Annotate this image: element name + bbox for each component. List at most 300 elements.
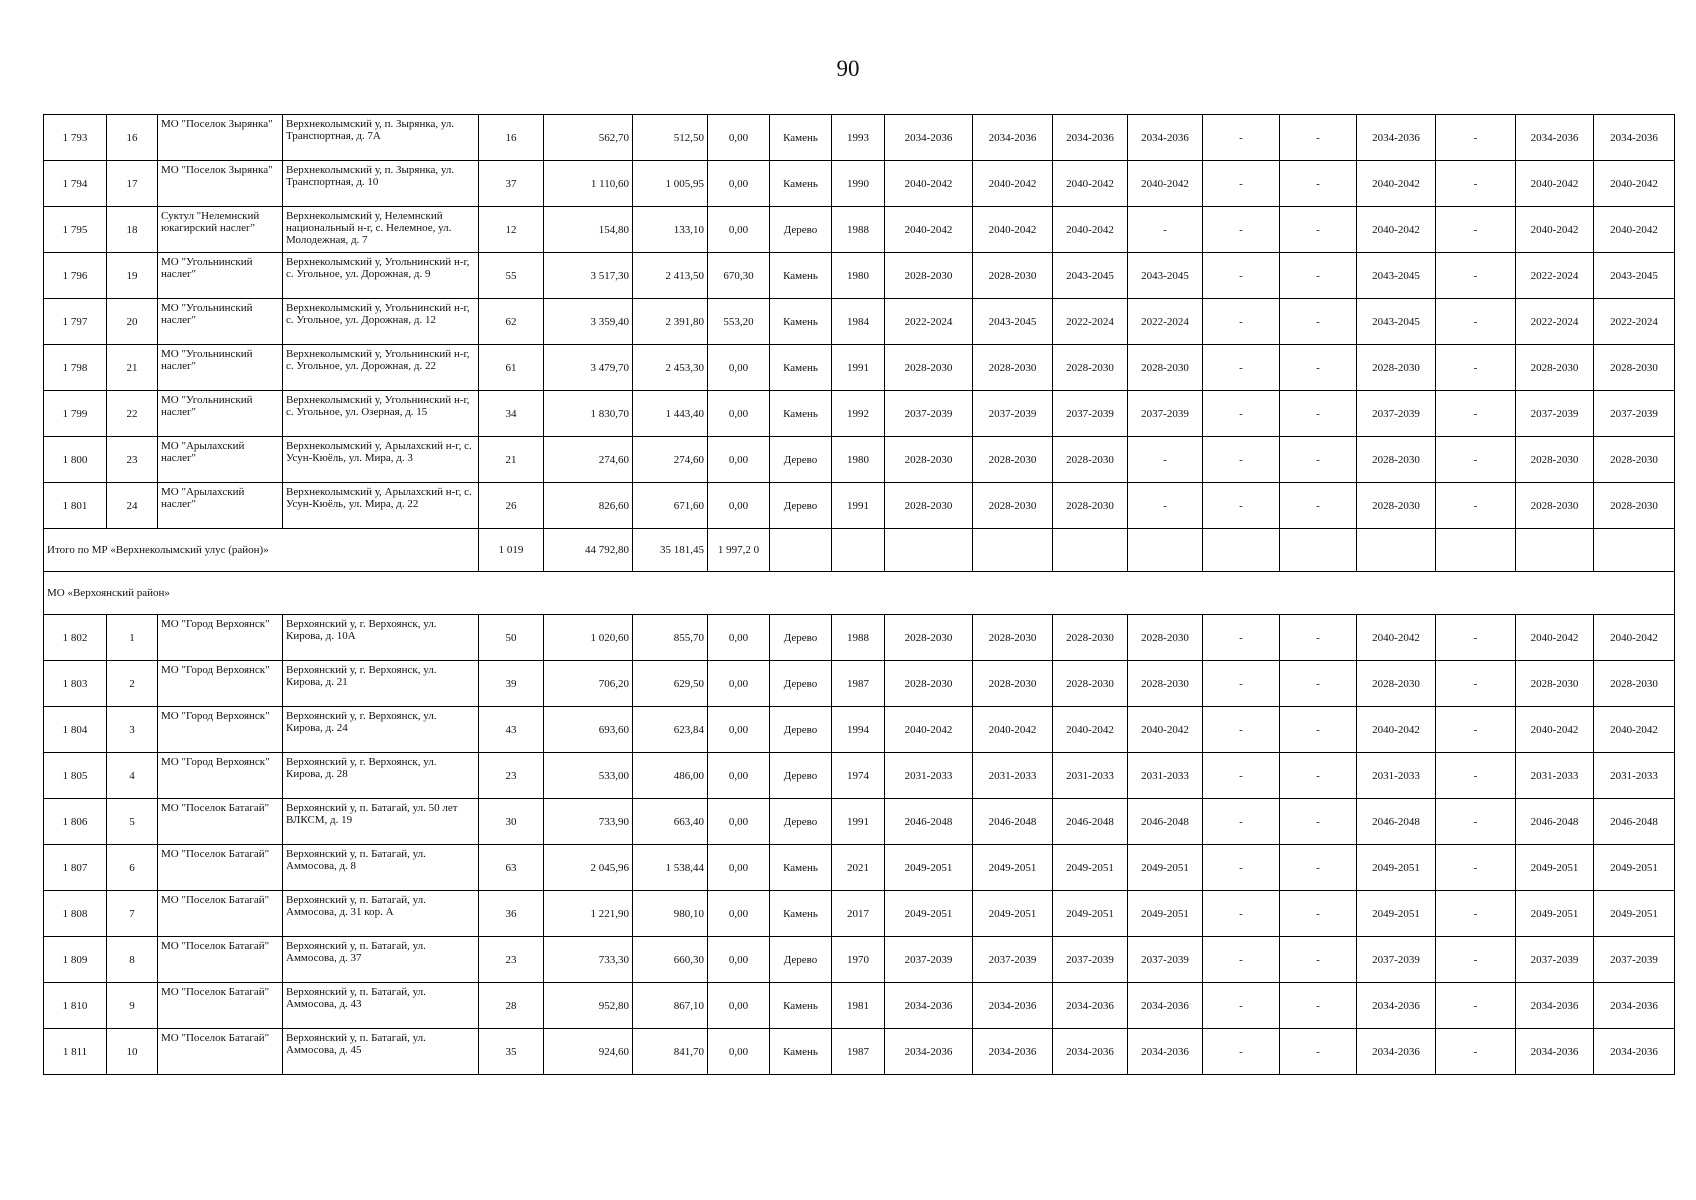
- address: Верхнеколымский у, п. Зырянка, ул. Транспортная, д. 7А: [286, 117, 455, 142]
- living-area-cell: [633, 161, 708, 207]
- municipality-cell: [158, 983, 283, 1029]
- repair-period-8: -: [1473, 953, 1478, 966]
- total-area: 924,60: [598, 1045, 629, 1058]
- living-area-cell: [633, 253, 708, 299]
- repair-period-9: 2034-2036: [1530, 131, 1579, 144]
- wall-material: Камень: [783, 131, 818, 144]
- year-built-cell: [832, 115, 885, 161]
- living-area-cell: [633, 207, 708, 253]
- repair-period-6-cell: [1280, 661, 1357, 707]
- repair-period-1: 2028-2030: [904, 453, 953, 466]
- empty-cell: [973, 529, 1053, 572]
- wall-material-cell: [770, 707, 832, 753]
- repair-period-9: 2034-2036: [1530, 999, 1579, 1012]
- row-number-cell: [44, 115, 107, 161]
- repair-period-7: 2040-2042: [1372, 177, 1420, 190]
- table-row: [44, 615, 1675, 661]
- repair-period-2: 2034-2036: [988, 1045, 1037, 1058]
- repair-period-2-cell: [973, 483, 1053, 529]
- row-number: 1 801: [62, 499, 88, 512]
- repair-period-6-cell: [1280, 799, 1357, 845]
- repair-period-8: -: [1473, 723, 1478, 736]
- living-area: 1 443,40: [665, 407, 704, 420]
- repair-period-4: 2028-2030: [1141, 631, 1189, 644]
- row-number-cell: [44, 799, 107, 845]
- repair-period-5-cell: [1203, 983, 1280, 1029]
- repair-period-5-cell: [1203, 937, 1280, 983]
- repair-period-10-cell: [1594, 207, 1675, 253]
- nonresidential-area-cell: [708, 345, 770, 391]
- empty-cell: [1280, 529, 1357, 572]
- repair-period-10-cell: [1594, 391, 1675, 437]
- empty-cell: [832, 529, 885, 572]
- living-area: 660,30: [673, 953, 704, 966]
- repair-period-7-cell: [1357, 707, 1436, 753]
- repair-period-6-cell: [1280, 753, 1357, 799]
- row-number: 1 800: [62, 453, 88, 466]
- repair-period-9-cell: [1516, 983, 1594, 1029]
- repair-period-4-cell: [1128, 161, 1203, 207]
- year-built-cell: [832, 753, 885, 799]
- repair-period-3: 2034-2036: [1066, 1045, 1114, 1058]
- wall-material-cell: [770, 207, 832, 253]
- apartments-count-cell: [479, 483, 544, 529]
- municipality-cell: [158, 115, 283, 161]
- living-area-cell: [633, 1029, 708, 1075]
- repair-period-6-cell: [1280, 161, 1357, 207]
- repair-period-4: 2040-2042: [1141, 177, 1189, 190]
- local-number-cell: [107, 753, 158, 799]
- repair-period-2: 2028-2030: [988, 269, 1037, 282]
- repair-period-8: -: [1473, 677, 1478, 690]
- apartments-count: 12: [505, 223, 517, 236]
- repair-period-5-cell: [1203, 345, 1280, 391]
- repair-period-8-cell: [1436, 391, 1516, 437]
- total-area-cell: [544, 753, 633, 799]
- repair-period-8: -: [1473, 407, 1478, 420]
- repair-period-4: 2049-2051: [1141, 861, 1189, 874]
- repair-period-5: -: [1239, 999, 1243, 1012]
- local-number: 20: [126, 315, 138, 328]
- repair-period-6-cell: [1280, 207, 1357, 253]
- wall-material: Дерево: [783, 499, 818, 512]
- repair-period-3-cell: [1053, 983, 1128, 1029]
- repair-period-10: 2028-2030: [1610, 453, 1658, 466]
- apartments-count: 39: [505, 677, 517, 690]
- table-row: [44, 1029, 1675, 1075]
- wall-material: Камень: [783, 269, 818, 282]
- district-header-row: [44, 572, 1675, 615]
- table-row: [44, 207, 1675, 253]
- nonresidential-area: 0,00: [728, 999, 749, 1012]
- wall-material-cell: [770, 615, 832, 661]
- local-number-cell: [107, 615, 158, 661]
- apartments-count: 23: [505, 769, 517, 782]
- address-cell: [283, 799, 479, 845]
- local-number-cell: [107, 253, 158, 299]
- nonresidential-area-cell: [708, 707, 770, 753]
- repair-period-1-cell: [885, 753, 973, 799]
- repair-period-1: 2037-2039: [904, 407, 953, 420]
- year-built-cell: [832, 207, 885, 253]
- repair-period-4: 2028-2030: [1141, 361, 1189, 374]
- repair-period-7-cell: [1357, 1029, 1436, 1075]
- total-area-cell: [544, 483, 633, 529]
- total-area-cell: [544, 615, 633, 661]
- year-built: 1984: [847, 315, 869, 328]
- repair-period-9-cell: [1516, 115, 1594, 161]
- year-built-cell: [832, 937, 885, 983]
- municipality: МО "Поселок Батагай": [161, 1031, 270, 1044]
- local-number: 17: [126, 177, 138, 190]
- nonresidential-area: 0,00: [728, 723, 749, 736]
- repair-period-2: 2040-2042: [988, 177, 1037, 190]
- repair-period-1-cell: [885, 661, 973, 707]
- local-number-cell: [107, 483, 158, 529]
- wall-material: Камень: [783, 861, 818, 874]
- local-number-cell: [107, 707, 158, 753]
- repair-period-10: 2028-2030: [1610, 499, 1658, 512]
- repair-period-5: -: [1239, 815, 1243, 828]
- wall-material: Дерево: [783, 677, 818, 690]
- repair-period-10: 2040-2042: [1610, 223, 1658, 236]
- repair-period-1: 2037-2039: [904, 953, 953, 966]
- repair-period-9: 2040-2042: [1530, 177, 1579, 190]
- repair-period-5-cell: [1203, 253, 1280, 299]
- repair-period-4: 2031-2033: [1141, 769, 1189, 782]
- apartments-count-cell: [479, 207, 544, 253]
- repair-period-8-cell: [1436, 661, 1516, 707]
- repair-period-2-cell: [973, 845, 1053, 891]
- municipality: МО "Поселок Батагай": [161, 985, 270, 998]
- repair-period-1-cell: [885, 115, 973, 161]
- nonresidential-area-cell: [708, 891, 770, 937]
- address-cell: [283, 483, 479, 529]
- year-built-cell: [832, 615, 885, 661]
- repair-period-7: 2028-2030: [1372, 499, 1420, 512]
- repair-period-10: 2049-2051: [1610, 907, 1658, 920]
- apartments-count-cell: [479, 937, 544, 983]
- repair-period-5-cell: [1203, 661, 1280, 707]
- apartments-count-cell: [479, 799, 544, 845]
- local-number: 1: [129, 631, 135, 644]
- table-row: [44, 983, 1675, 1029]
- repair-period-4-cell: [1128, 891, 1203, 937]
- repair-period-1-cell: [885, 391, 973, 437]
- living-area: 623,84: [673, 723, 704, 736]
- apartments-count: 23: [505, 953, 517, 966]
- municipality-cell: [158, 483, 283, 529]
- address-cell: [283, 661, 479, 707]
- repair-period-7-cell: [1357, 115, 1436, 161]
- apartments-count: 21: [505, 453, 517, 466]
- repair-period-8: -: [1473, 999, 1478, 1012]
- repair-period-7-cell: [1357, 483, 1436, 529]
- repair-period-6: -: [1316, 815, 1320, 828]
- living-area-cell: [633, 707, 708, 753]
- living-area-cell: [633, 615, 708, 661]
- address-cell: [283, 253, 479, 299]
- repair-period-8-cell: [1436, 253, 1516, 299]
- repair-period-1-cell: [885, 437, 973, 483]
- nonresidential-area-cell: [708, 753, 770, 799]
- address-cell: [283, 391, 479, 437]
- nonresidential-area-cell: [708, 207, 770, 253]
- address: Верхоянский у, г. Верхоянск, ул. Кирова, д. 21: [286, 663, 437, 688]
- total-area-cell: [544, 437, 633, 483]
- nonresidential-area-cell: [708, 391, 770, 437]
- repair-period-3-cell: [1053, 437, 1128, 483]
- row-number-cell: [44, 161, 107, 207]
- repair-period-6: -: [1316, 953, 1320, 966]
- municipality: Суктул "Нелемнский юкагирский наслег": [161, 209, 260, 234]
- repair-period-7-cell: [1357, 391, 1436, 437]
- wall-material-cell: [770, 845, 832, 891]
- repair-period-1-cell: [885, 799, 973, 845]
- repair-period-9-cell: [1516, 1029, 1594, 1075]
- address: Верхнеколымский у, Угольнинский н-г, с. Угольное, ул. Озерная, д. 15: [286, 393, 470, 418]
- apartments-count-cell: [479, 1029, 544, 1075]
- repair-period-2: 2037-2039: [988, 407, 1037, 420]
- repair-period-4: 2022-2024: [1141, 315, 1189, 328]
- row-number-cell: [44, 253, 107, 299]
- total-nonresidential-area: 1 997,2 0: [708, 529, 770, 572]
- repair-period-10: 2034-2036: [1610, 131, 1658, 144]
- year-built-cell: [832, 299, 885, 345]
- repair-period-6-cell: [1280, 1029, 1357, 1075]
- municipality-cell: [158, 707, 283, 753]
- repair-period-4: -: [1163, 223, 1167, 236]
- municipality: МО "Город Верхоянск": [161, 617, 270, 630]
- repair-period-6: -: [1316, 499, 1320, 512]
- municipality: МО "Угольнинский наслег": [161, 393, 253, 418]
- repair-period-5: -: [1239, 315, 1243, 328]
- repair-period-7-cell: [1357, 983, 1436, 1029]
- year-built: 1980: [847, 269, 869, 282]
- repair-period-10-cell: [1594, 161, 1675, 207]
- table-row: [44, 391, 1675, 437]
- local-number: 8: [129, 953, 135, 966]
- wall-material-cell: [770, 253, 832, 299]
- repair-period-10-cell: [1594, 115, 1675, 161]
- repair-period-3: 2028-2030: [1066, 453, 1114, 466]
- repair-period-7: 2034-2036: [1372, 131, 1420, 144]
- repair-period-2-cell: [973, 937, 1053, 983]
- row-number: 1 802: [62, 631, 88, 644]
- year-built-cell: [832, 891, 885, 937]
- row-number-cell: [44, 437, 107, 483]
- repair-period-6: -: [1316, 631, 1320, 644]
- municipality: МО "Город Верхоянск": [161, 755, 270, 768]
- wall-material-cell: [770, 753, 832, 799]
- wall-material: Камень: [783, 1045, 818, 1058]
- repair-period-7: 2028-2030: [1372, 453, 1420, 466]
- repair-period-2: 2031-2033: [988, 769, 1037, 782]
- address: Верхнеколымский у, Угольнинский н-г, с. Угольное, ул. Дорожная, д. 12: [286, 301, 470, 326]
- repair-period-2-cell: [973, 299, 1053, 345]
- total-area-cell: [544, 345, 633, 391]
- nonresidential-area-cell: [708, 661, 770, 707]
- repair-period-6: -: [1316, 769, 1320, 782]
- local-number: 2: [129, 677, 135, 690]
- municipality-cell: [158, 299, 283, 345]
- row-number-cell: [44, 753, 107, 799]
- repair-period-9-cell: [1516, 345, 1594, 391]
- address-cell: [283, 845, 479, 891]
- repair-period-8: -: [1473, 361, 1478, 374]
- table-row: [44, 845, 1675, 891]
- total-area: 3 359,40: [590, 315, 629, 328]
- repair-period-4: 2034-2036: [1141, 131, 1189, 144]
- repair-period-5: -: [1239, 769, 1243, 782]
- repair-period-1: 2040-2042: [904, 177, 953, 190]
- repair-period-6-cell: [1280, 115, 1357, 161]
- repair-period-8-cell: [1436, 115, 1516, 161]
- repair-period-3: 2028-2030: [1066, 677, 1114, 690]
- nonresidential-area: 0,00: [728, 861, 749, 874]
- repair-period-6: -: [1316, 1045, 1320, 1058]
- repair-period-3-cell: [1053, 115, 1128, 161]
- repair-period-7: 2028-2030: [1372, 361, 1420, 374]
- repair-period-7-cell: [1357, 845, 1436, 891]
- living-area: 2 453,30: [665, 361, 704, 374]
- repair-period-1: 2028-2030: [904, 631, 953, 644]
- row-number: 1 793: [62, 131, 88, 144]
- total-area: 1 110,60: [590, 177, 629, 190]
- repair-period-7: 2037-2039: [1372, 953, 1420, 966]
- repair-period-9: 2040-2042: [1530, 631, 1579, 644]
- wall-material-cell: [770, 161, 832, 207]
- apartments-count: 16: [505, 131, 517, 144]
- repair-period-3-cell: [1053, 661, 1128, 707]
- repair-period-9-cell: [1516, 207, 1594, 253]
- wall-material-cell: [770, 937, 832, 983]
- address: Верхнеколымский у, Нелемнский национальный н-г, с. Нелемное, ул. Молодежная, д. 7: [286, 209, 452, 246]
- repair-period-8-cell: [1436, 299, 1516, 345]
- local-number-cell: [107, 391, 158, 437]
- repair-period-7-cell: [1357, 891, 1436, 937]
- repair-period-9: 2028-2030: [1530, 453, 1579, 466]
- repair-period-6: -: [1316, 723, 1320, 736]
- repair-period-6: -: [1316, 407, 1320, 420]
- living-area: 980,10: [673, 907, 704, 920]
- repair-period-9-cell: [1516, 891, 1594, 937]
- apartments-count: 26: [505, 499, 517, 512]
- repair-period-10: 2040-2042: [1610, 723, 1658, 736]
- apartments-count-cell: [479, 161, 544, 207]
- municipality: МО "Угольнинский наслег": [161, 255, 253, 280]
- living-area-cell: [633, 299, 708, 345]
- repair-period-1-cell: [885, 1029, 973, 1075]
- table-row: [44, 707, 1675, 753]
- living-area-cell: [633, 983, 708, 1029]
- repair-period-2-cell: [973, 345, 1053, 391]
- verkhoyansky-rows: [44, 615, 1675, 1075]
- housing-registry-table: [43, 114, 1675, 1075]
- municipality: МО "Поселок Батагай": [161, 847, 270, 860]
- repair-period-8: -: [1473, 131, 1478, 144]
- repair-period-7: 2043-2045: [1372, 315, 1420, 328]
- repair-period-1-cell: [885, 161, 973, 207]
- repair-period-7: 2028-2030: [1372, 677, 1420, 690]
- repair-period-4-cell: [1128, 391, 1203, 437]
- district-header: МО «Верхоянский район»: [44, 572, 1675, 615]
- repair-period-9: 2037-2039: [1530, 953, 1579, 966]
- repair-period-3-cell: [1053, 207, 1128, 253]
- repair-period-4-cell: [1128, 345, 1203, 391]
- repair-period-4-cell: [1128, 299, 1203, 345]
- municipality-cell: [158, 161, 283, 207]
- living-area: 671,60: [673, 499, 704, 512]
- repair-period-4-cell: [1128, 937, 1203, 983]
- repair-period-10-cell: [1594, 983, 1675, 1029]
- repair-period-3: 2028-2030: [1066, 631, 1114, 644]
- municipality: МО "Город Верхоянск": [161, 663, 270, 676]
- total-area: 952,80: [598, 999, 629, 1012]
- repair-period-8-cell: [1436, 983, 1516, 1029]
- repair-period-3: 2040-2042: [1066, 223, 1114, 236]
- repair-period-1-cell: [885, 207, 973, 253]
- repair-period-6: -: [1316, 177, 1320, 190]
- repair-period-7-cell: [1357, 161, 1436, 207]
- table-row: [44, 799, 1675, 845]
- empty-cell: [1436, 529, 1516, 572]
- empty-cell: [1516, 529, 1594, 572]
- row-number-cell: [44, 615, 107, 661]
- repair-period-4: 2040-2042: [1141, 723, 1189, 736]
- local-number-cell: [107, 299, 158, 345]
- repair-period-6-cell: [1280, 437, 1357, 483]
- repair-period-5-cell: [1203, 891, 1280, 937]
- repair-period-5-cell: [1203, 483, 1280, 529]
- repair-period-9: 2022-2024: [1530, 315, 1579, 328]
- table-row: [44, 161, 1675, 207]
- repair-period-5-cell: [1203, 753, 1280, 799]
- repair-period-3-cell: [1053, 253, 1128, 299]
- table-row: [44, 891, 1675, 937]
- repair-period-5-cell: [1203, 707, 1280, 753]
- repair-period-4: 2037-2039: [1141, 407, 1189, 420]
- repair-period-1: 2049-2051: [904, 907, 953, 920]
- repair-period-6-cell: [1280, 891, 1357, 937]
- living-area: 1 005,95: [665, 177, 704, 190]
- repair-period-10-cell: [1594, 707, 1675, 753]
- wall-material: Дерево: [783, 815, 818, 828]
- repair-period-8-cell: [1436, 1029, 1516, 1075]
- address: Верхоянский у, п. Батагай, ул. Аммосова, д. 37: [286, 939, 426, 964]
- wall-material: Дерево: [783, 453, 818, 466]
- repair-period-7-cell: [1357, 253, 1436, 299]
- total-area: 562,70: [598, 131, 629, 144]
- year-built: 1991: [847, 815, 869, 828]
- nonresidential-area-cell: [708, 483, 770, 529]
- repair-period-2: 2049-2051: [988, 861, 1037, 874]
- repair-period-5-cell: [1203, 207, 1280, 253]
- repair-period-10: 2031-2033: [1610, 769, 1658, 782]
- repair-period-3-cell: [1053, 391, 1128, 437]
- wall-material-cell: [770, 483, 832, 529]
- living-area-cell: [633, 937, 708, 983]
- municipality: МО "Поселок Батагай": [161, 893, 270, 906]
- repair-period-3: 2049-2051: [1066, 907, 1114, 920]
- repair-period-1-cell: [885, 707, 973, 753]
- repair-period-9-cell: [1516, 615, 1594, 661]
- row-number: 1 804: [62, 723, 88, 736]
- repair-period-7-cell: [1357, 615, 1436, 661]
- repair-period-6-cell: [1280, 615, 1357, 661]
- repair-period-4-cell: [1128, 845, 1203, 891]
- local-number: 10: [126, 1045, 138, 1058]
